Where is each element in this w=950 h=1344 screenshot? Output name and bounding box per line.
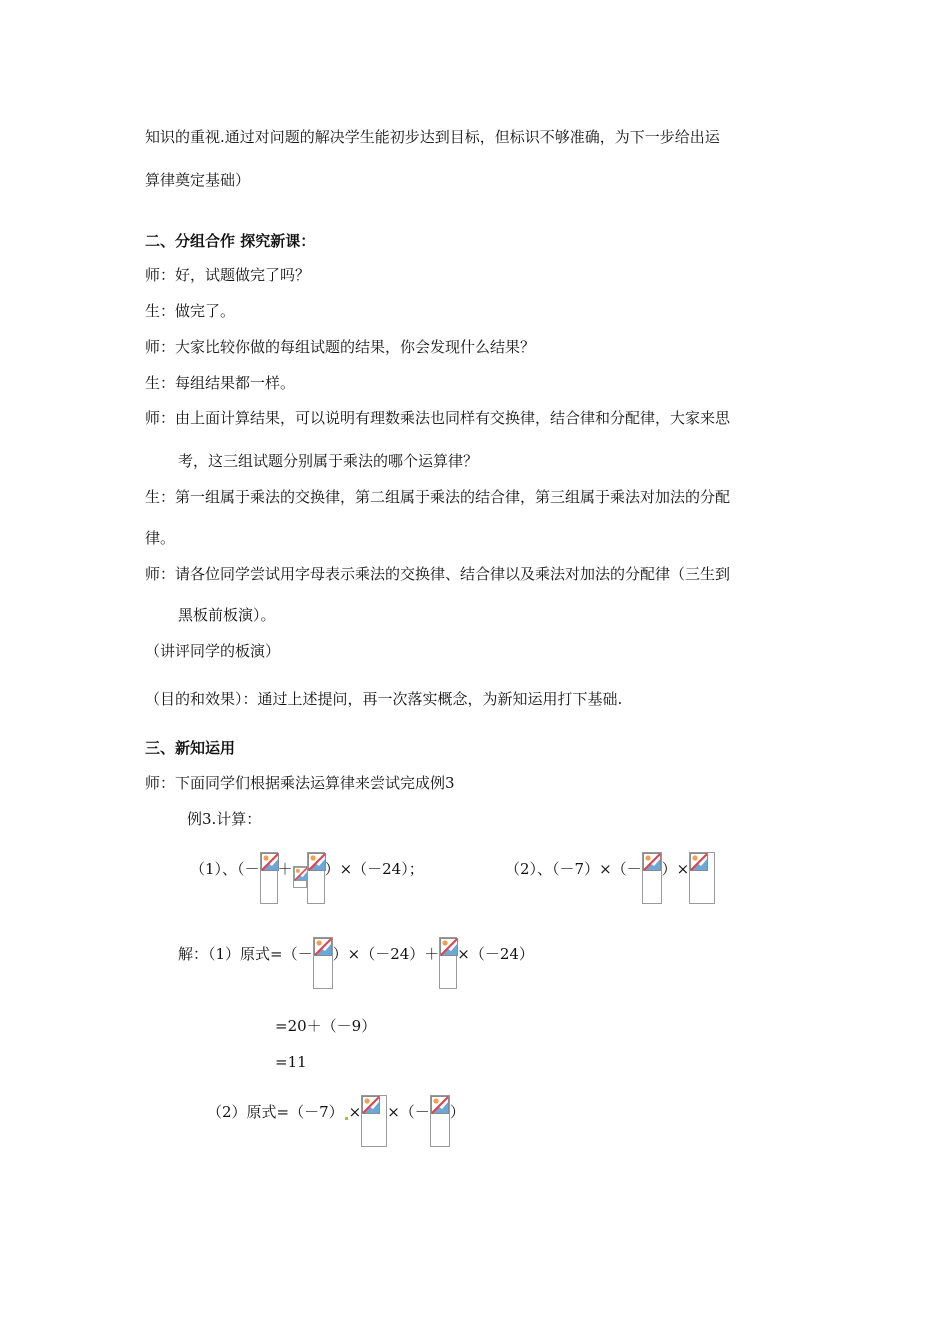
dialogue-line: （讲评同学的板演） bbox=[145, 642, 281, 660]
solution-2-text: ） bbox=[449, 1103, 465, 1121]
solution-1-text: 解：（1）原式=（－ bbox=[178, 945, 313, 963]
multiply-sign: × bbox=[348, 1103, 362, 1121]
fraction-image-icon bbox=[642, 852, 662, 904]
fraction-image-icon bbox=[430, 1095, 450, 1147]
fraction-image-icon bbox=[689, 852, 715, 904]
fraction-image-icon bbox=[439, 937, 457, 989]
problem-1-text: （1）、（－ bbox=[190, 860, 260, 878]
dot-mark bbox=[345, 1117, 348, 1120]
fraction-image-icon bbox=[307, 852, 325, 904]
fraction-image-icon bbox=[361, 1095, 387, 1147]
solution-2-text: （2）原式=（－7） bbox=[207, 1103, 344, 1121]
intro-line: 师：下面同学们根据乘法运算律来尝试完成例3 bbox=[145, 774, 455, 792]
problem-2-text: （2）、（－7）×（－ bbox=[505, 860, 642, 878]
fraction-image-icon bbox=[260, 852, 278, 904]
problem-2 bbox=[505, 858, 715, 904]
problem-2-text: ）× bbox=[661, 860, 690, 878]
solution-1-text: ×（－24） bbox=[457, 945, 534, 963]
dialogue-line: 律。 bbox=[145, 529, 176, 547]
fraction-image-icon bbox=[313, 937, 333, 989]
solution-1-text: ）×（－24）＋ bbox=[332, 945, 440, 963]
dialogue-line: 生：第一组属于乘法的交换律，第二组属于乘法的结合律，第三组属于乘法对加法的分配 bbox=[145, 488, 731, 506]
problem-1 bbox=[190, 858, 424, 904]
solution-step: =11 bbox=[275, 1053, 307, 1071]
dialogue-line: 师：大家比较你做的每组试题的结果，你会发现什么结果？ bbox=[145, 338, 536, 356]
example-title: 例3.计算： bbox=[187, 810, 262, 828]
dialogue-line: 黑板前板演）。 bbox=[178, 606, 276, 624]
solution-step: =20＋（－9） bbox=[275, 1017, 377, 1035]
plus-sign: ＋ bbox=[277, 860, 293, 878]
dialogue-line: 生：每组结果都一样。 bbox=[145, 374, 296, 392]
section-heading: 三、新知运用 bbox=[145, 739, 236, 757]
dialogue-line: 考，这三组试题分别属于乘法的哪个运算律？ bbox=[178, 452, 479, 470]
fraction-image-icon bbox=[293, 866, 307, 888]
dialogue-line: （目的和效果）：通过上述提问，再一次落实概念，为新知运用打下基础. bbox=[145, 690, 623, 708]
dialogue-line: 师：请各位同学尝试用字母表示乘法的交换律、结合律以及乘法对加法的分配律（三生到 bbox=[145, 565, 731, 583]
dialogue-line: 师：好，试题做完了吗？ bbox=[145, 266, 311, 284]
solution-2-text: ×（－ bbox=[387, 1103, 430, 1121]
section-heading: 二、分组合作 探究新课： bbox=[145, 232, 316, 250]
dialogue-line: 生：做完了。 bbox=[145, 302, 236, 320]
solution-2 bbox=[207, 1101, 465, 1147]
paragraph-line: 知识的重视.通过对问题的解决学生能初步达到目标，但标识不够准确，为下一步给出运 bbox=[145, 128, 720, 146]
dialogue-line: 师：由上面计算结果，可以说明有理数乘法也同样有交换律，结合律和分配律，大家来思 bbox=[145, 409, 731, 427]
solution-1 bbox=[178, 943, 534, 989]
problem-1-text: ）×（－24）； bbox=[324, 860, 424, 878]
paragraph-line: 算律奠定基础） bbox=[145, 171, 251, 189]
